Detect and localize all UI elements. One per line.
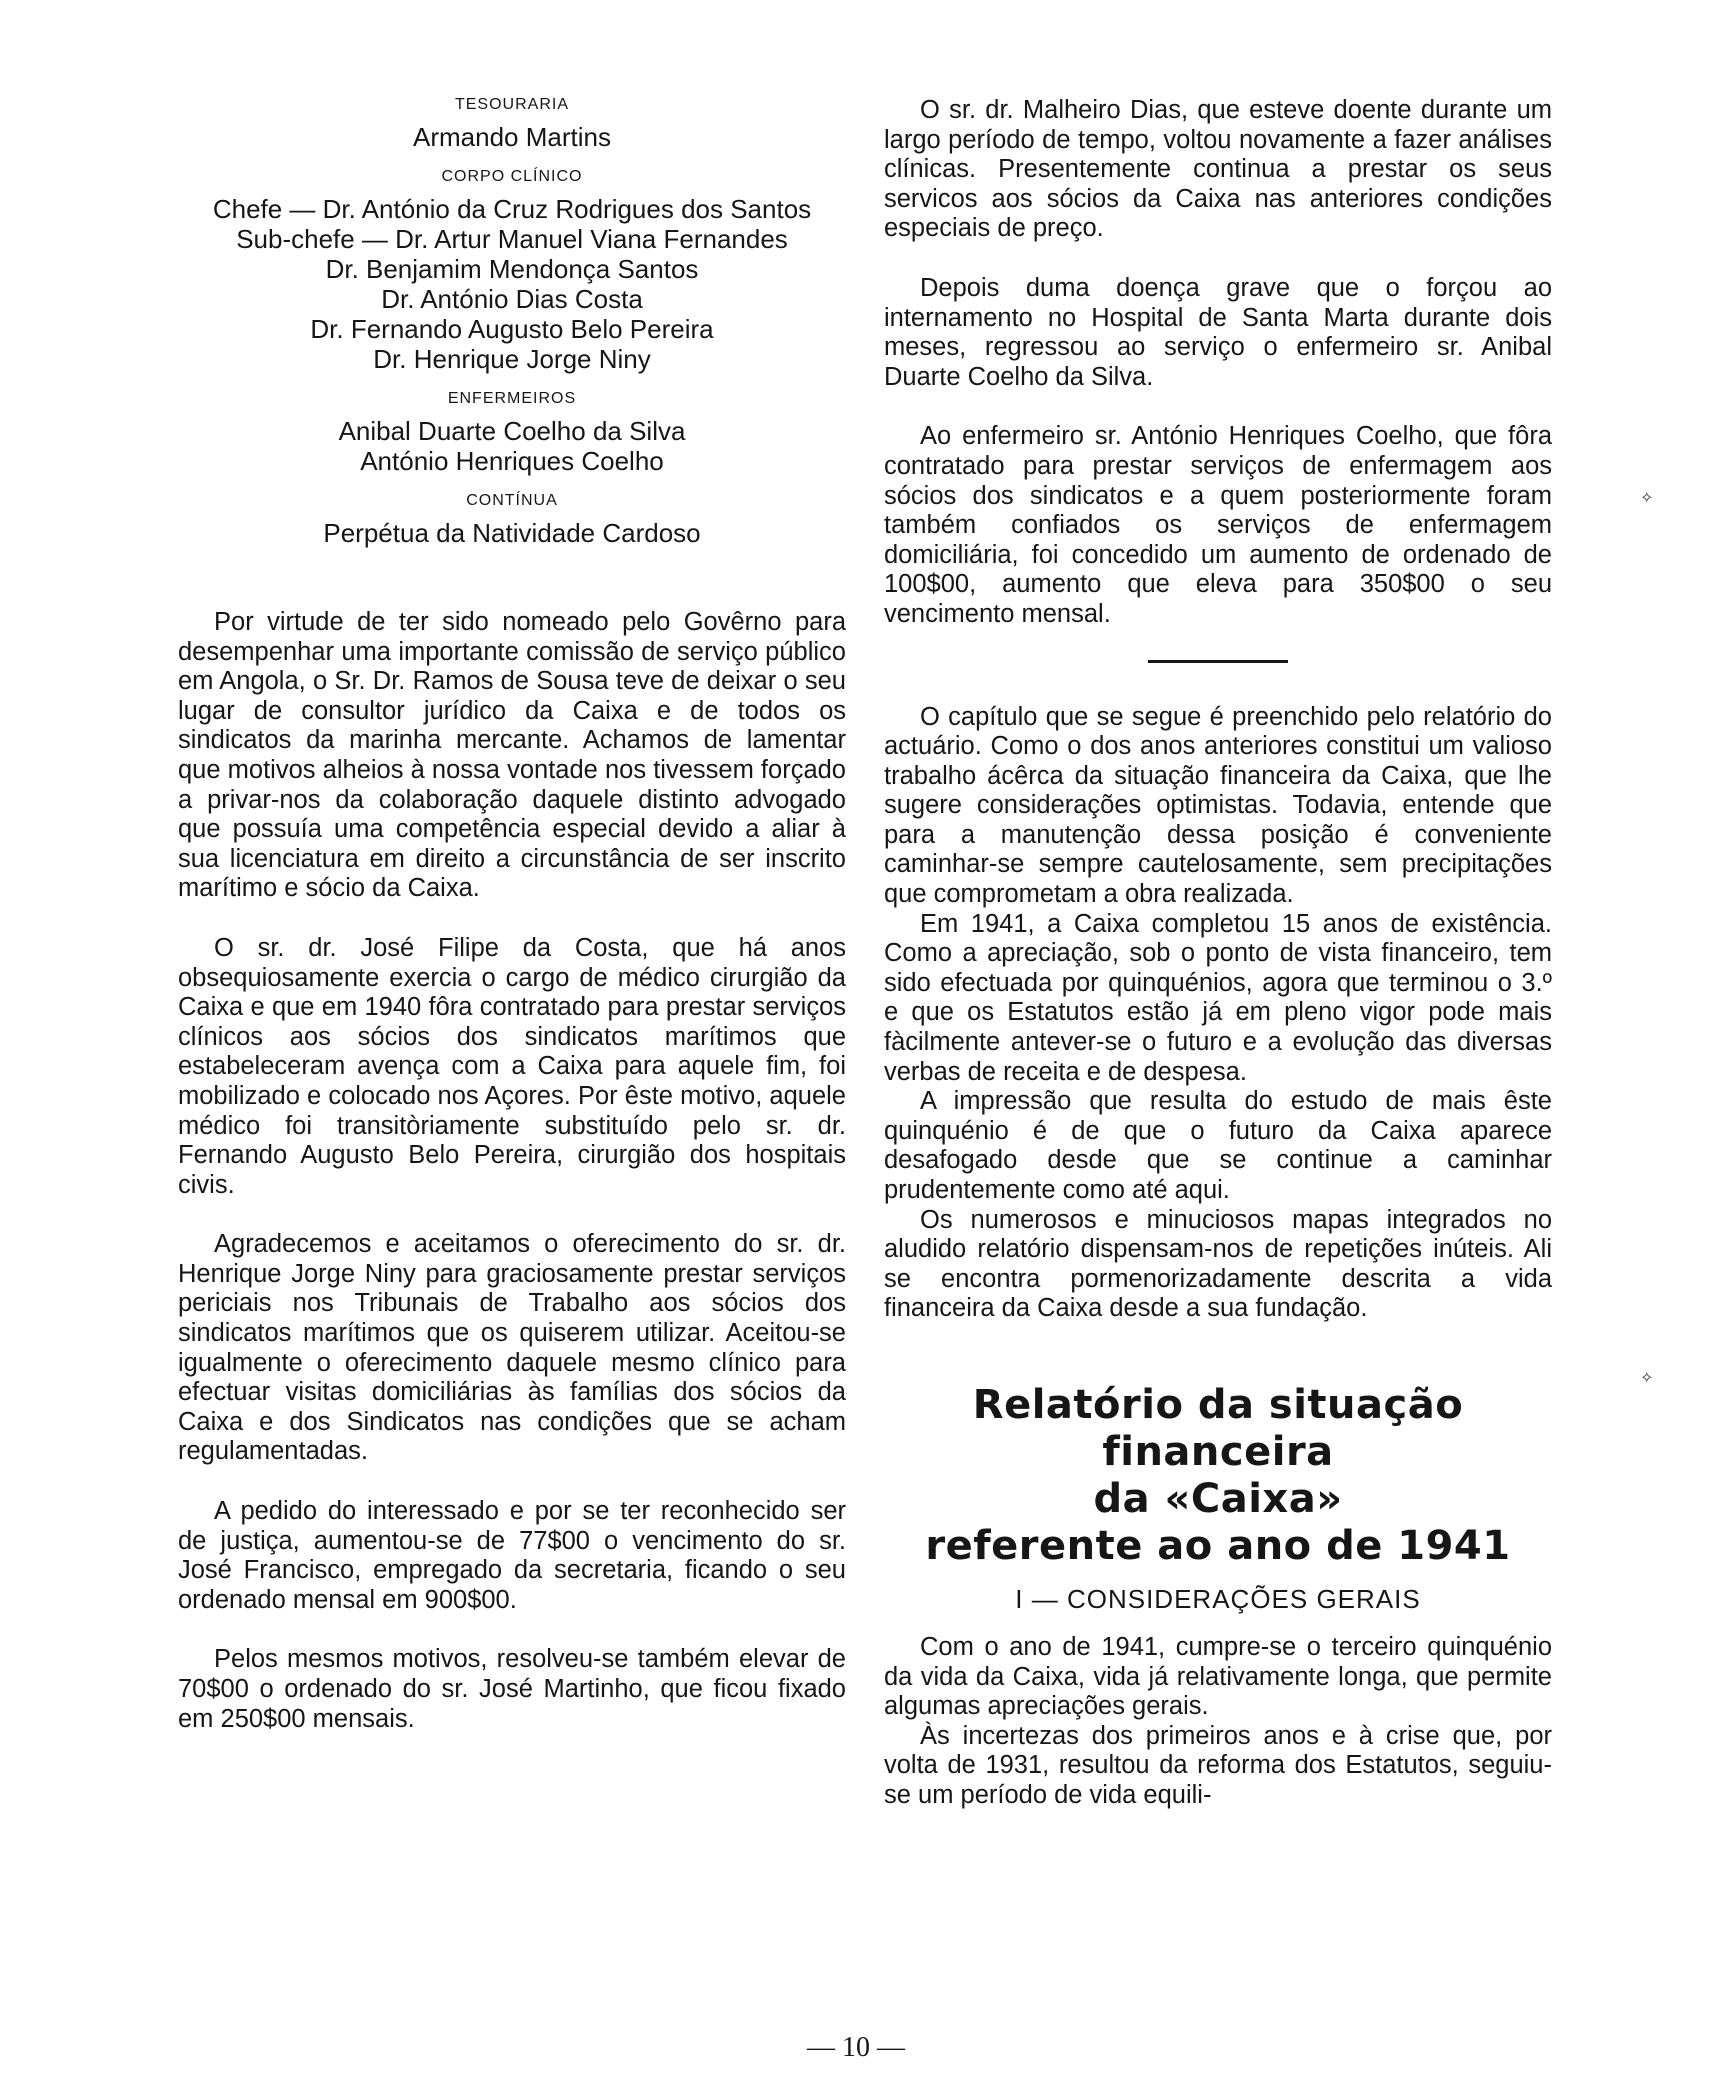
left-column bbox=[178, 96, 846, 1734]
report-title bbox=[884, 1382, 1552, 1570]
report-title-line: referente ao ano de 1941 bbox=[925, 1522, 1511, 1569]
continua-heading: CONTÍNUA bbox=[466, 492, 558, 509]
paragraph: Agradecemos e aceitamos o oferecimento do sr. dr. Henrique Jorge Niny para graciosamente prestar serviços periciais nos Tribunais de Trabalho aos sócios dos sindicatos marítimos que os quiserem utilizar. Aceitou-se igualmente o oferecimento daquele mesmo clínico para efectuar visitas domiciliárias às famílias dos sócios da Caixa e dos Sindicatos nas condições que se acham regulamentadas. bbox=[178, 1230, 846, 1466]
clinical-member: Dr. Benjamim Mendonça Santos bbox=[325, 254, 699, 284]
treasury-heading: TESOURARIA bbox=[454, 96, 569, 113]
nurse-name: Anibal Duarte Coelho da Silva bbox=[338, 416, 686, 446]
page-number: — 10 — bbox=[807, 2032, 905, 2063]
treasury-name: Armando Martins bbox=[413, 122, 611, 152]
paragraph: Com o ano de 1941, cumpre-se o terceiro quinquénio da vida da Caixa, vida já relativamente longa, que permite algumas apreciações gerais. bbox=[884, 1632, 1552, 1721]
section-divider bbox=[1148, 660, 1288, 663]
paragraph: Em 1941, a Caixa completou 15 anos de existência. Como a apreciação, sob o ponto de vista financeiro, tem sido efectuada por quinquénios, agora que terminou o 3.º e que os Estatutos estão já em pleno vigor pode mais fàcilmente antever-se o futuro e a evolução das diversas verbas de receita e de despesa. bbox=[884, 909, 1552, 1086]
right-column bbox=[884, 96, 1552, 1811]
paragraph: A pedido do interessado e por se ter reconhecido ser de justiça, aumentou-se de 77$00 o vencimento do sr. José Francisco, empregado da secretaria, ficando o seu ordenado mensal em 900$00. bbox=[178, 1497, 846, 1614]
paragraph: Por virtude de ter sido nomeado pelo Govêrno para desempenhar uma importante comissão de serviço público em Angola, o Sr. Dr. Ramos de Sousa teve de deixar o seu lugar de consultor jurídico da Caixa e de todos os sindicatos da marinha mercante. Achamos de lamentar que motivos alheios à nossa vontade nos tivessem forçado a privar-nos da colaboração daquele distinto advogado que possuía uma competência especial devido a aliar à sua licenciatura em direito a circunstância de ser inscrito marítimo e sócio da Caixa. bbox=[178, 608, 846, 903]
paragraph: Pelos mesmos motivos, resolveu-se também elevar de 70$00 o ordenado do sr. José Martinho, que ficou fixado em 250$00 mensais. bbox=[178, 1645, 846, 1733]
report-title-line: da «Caixa» bbox=[1093, 1475, 1343, 1522]
paragraph: O sr. dr. José Filipe da Costa, que há anos obsequiosamente exercia o cargo de médico cirurgião da Caixa e que em 1940 fôra contratado para prestar serviços clínicos aos sócios dos sindicatos marítimos que estabeleceram avença com a Caixa para aquele fim, foi mobilizado e colocado nos Açores. Por êste motivo, aquele médico foi transitòriamente substituído pelo sr. dr. Fernando Augusto Belo Pereira, cirurgião dos hospitais civis. bbox=[178, 933, 846, 1199]
paragraph: O capítulo que se segue é preenchido pelo relatório do actuário. Como o dos anos anteriores constitui um valioso trabalho ácêrca da situação financeira da Caixa, que lhe sugere considerações optimistas. Todavia, entende que para a manutenção dessa posição é conveniente caminhar-se sempre cautelosamente, sem precipitações que comprometam a obra realizada. bbox=[884, 702, 1552, 909]
nurse-name: António Henriques Coelho bbox=[360, 446, 664, 476]
paragraph: A impressão que resulta do estudo de mais êste quinquénio é de que o futuro da Caixa aparece desafogado desde que se continue a caminhar prudentemente como até aqui. bbox=[884, 1087, 1552, 1204]
paragraph: Depois duma doença grave que o forçou ao internamento no Hospital de Santa Marta durante dois meses, regressou ao serviço o enfermeiro sr. Anibal Duarte Coelho da Silva. bbox=[884, 273, 1552, 391]
paragraph: Os numerosos e minuciosos mapas integrados no aludido relatório dispensam-nos de repetições inúteis. Ali se encontra pormenorizadamente descrita a vida financeira da Caixa desde a sua fundação. bbox=[884, 1205, 1552, 1323]
staff-list bbox=[178, 96, 846, 548]
section-title: I — CONSIDERAÇÕES GERAIS bbox=[1015, 1583, 1421, 1614]
clinical-member: Dr. Fernando Augusto Belo Pereira bbox=[310, 314, 714, 344]
clinical-member: Sub-chefe — Dr. Artur Manuel Viana Fernandes bbox=[236, 224, 788, 254]
continua-name: Perpétua da Natividade Cardoso bbox=[323, 518, 701, 548]
paragraph: O sr. dr. Malheiro Dias, que esteve doente durante um largo período de tempo, voltou novamente a fazer análises clínicas. Presentemente continua a prestar os seus servicos aos sócios da Caixa nas anteriores condições especiais de preço. bbox=[884, 96, 1552, 243]
clinical-member: Dr. António Dias Costa bbox=[381, 284, 643, 314]
scan-speck: ✧ bbox=[1640, 490, 1654, 507]
paragraph: Ao enfermeiro sr. António Henriques Coelho, que fôra contratado para prestar serviços de enfermagem aos sócios dos sindicatos e a quem posteriormente foram também confiados os serviços de enfermagem domiciliária, foi concedido um aumento de ordenado de 100$00, aumento que eleva para 350$00 o seu vencimento mensal. bbox=[884, 422, 1552, 628]
nurses-heading: ENFERMEIROS bbox=[447, 390, 577, 407]
paragraph: Às incertezas dos primeiros anos e à crise que, por volta de 1931, resultou da reforma dos Estatutos, seguiu-se um período de vida equili- bbox=[884, 1721, 1552, 1809]
clinical-heading: CORPO CLÍNICO bbox=[441, 168, 583, 185]
scan-speck: ✧ bbox=[1640, 1370, 1654, 1387]
report-title-line: Relatório da situação financeira bbox=[972, 1381, 1464, 1475]
clinical-member: Chefe — Dr. António da Cruz Rodrigues dos Santos bbox=[212, 194, 812, 224]
clinical-member: Dr. Henrique Jorge Niny bbox=[373, 344, 651, 374]
